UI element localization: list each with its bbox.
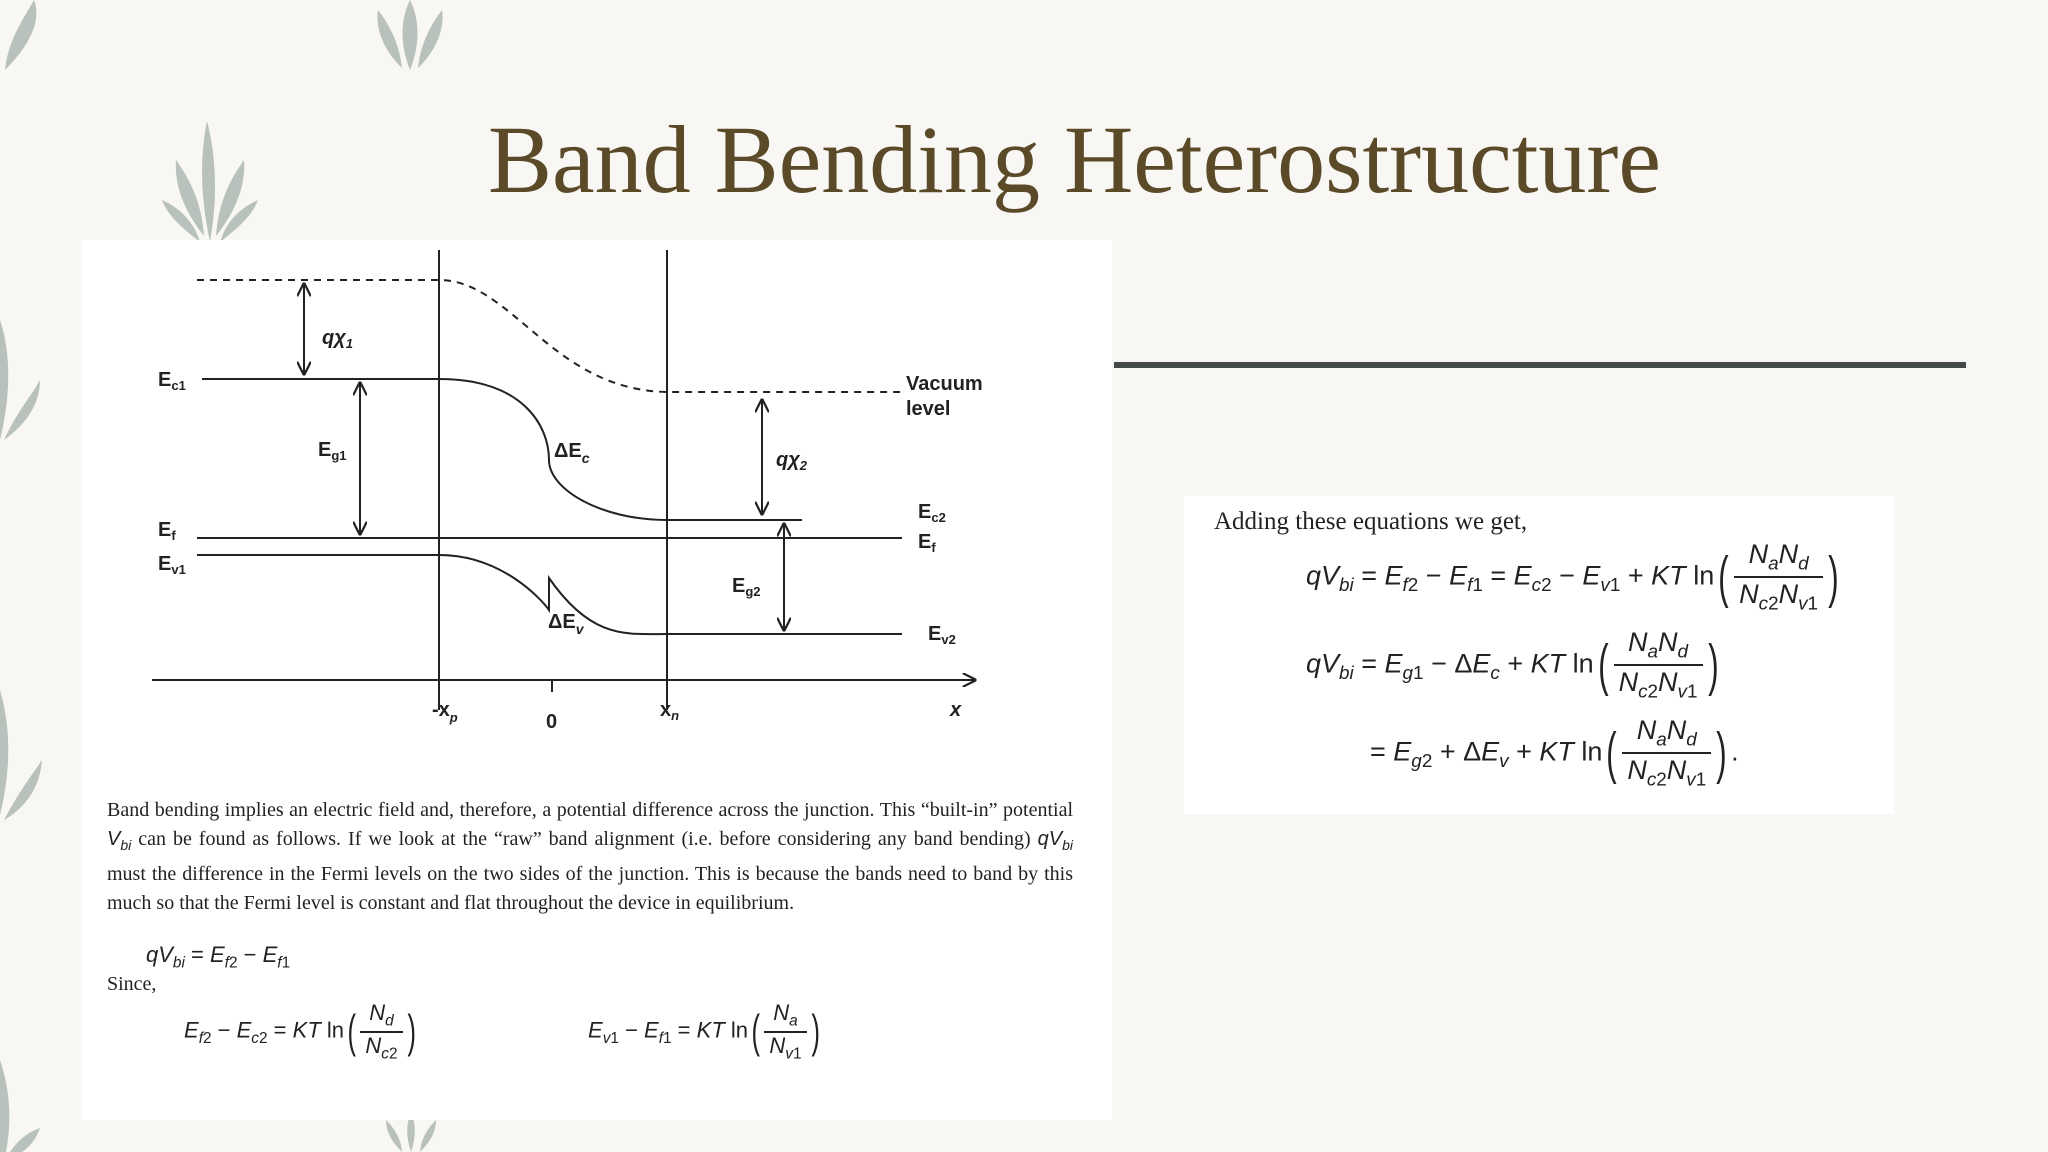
vacuum-level-curve xyxy=(197,280,902,392)
equations-panel xyxy=(1184,496,1894,814)
adding-equations-label: Adding these equations we get, xyxy=(1214,508,1528,535)
leaf-decoration-icon xyxy=(0,300,50,450)
label-ef-right: $E_f$ xyxy=(918,531,936,555)
label-ev2: $E_{v2}$ xyxy=(928,623,956,647)
equation-sum-1: $qV_{bi} = E_{f2} - E_{f1} = E_{c2} - E_{v1}$ + KT ln( $\frac{N_aN_d}{N_{c2}N_{v1}}$ ) xyxy=(1306,539,1839,615)
label-delta-ev: $\Delta E_v$ xyxy=(548,611,584,637)
label-zero: 0 xyxy=(546,711,558,733)
label-ef-left: $E_f$ xyxy=(158,519,176,543)
leaf-decoration-icon xyxy=(160,116,260,242)
equation-ev1: $E_{v1} - E_{f1}$ = KT ln( $\frac{N_a}{N_{v1}}$ ) xyxy=(588,1000,820,1063)
leaf-decoration-icon xyxy=(0,1060,50,1152)
equation-qvbi: $qV_{bi} = E_{f2} - E_{f1}$ xyxy=(146,942,291,972)
label-delta-ec: $\Delta E_c$ xyxy=(554,440,590,466)
label-ev1: $E_{v1}$ xyxy=(158,553,186,577)
band-diagram-panel xyxy=(82,240,1112,1120)
equation-sum-2: $qV_{bi} = E_{g1} - \Delta E_c$ + KT ln( $\frac{N_aN_d}{N_{c2}N_{v1}}$ ) xyxy=(1306,627,1719,703)
label-chi1: $q\chi_1$ xyxy=(322,327,354,351)
leaf-decoration-icon xyxy=(0,0,60,80)
since-label: Since, xyxy=(107,973,157,995)
label-xn: $x_n$ xyxy=(660,699,680,723)
label-ec1: $E_{c1}$ xyxy=(158,369,186,393)
label-neg-xp: $-x_p$ xyxy=(432,699,458,725)
label-ec2: $E_{c2}$ xyxy=(918,501,946,525)
explanation-paragraph: Band bending implies an electric field and, therefore, a potential difference across the junction. This “built-in” potential $V_{bi}$ can be found as follows. If we look at the “raw” band alignment (i.e. before considering any band bending) $qV_{bi}$ must the difference in the Fermi levels on the two sides of the junction. This is because the bands need to band by this much so that the Fermi level is constant and flat throughout the device in equilibrium. xyxy=(107,799,1073,914)
title-divider xyxy=(1114,362,1966,368)
equation-sum-3: = $E_{g2} + \Delta E_v$ + KT ln( $\frac{N_aN_d}{N_{c2}N_{v1}}$ ) . xyxy=(1370,715,1739,791)
label-vacuum-line1: Vacuum xyxy=(906,373,983,395)
label-chi2: $q\chi_2$ xyxy=(776,449,808,473)
slide-title: Band Bending Heterostructure xyxy=(488,106,1661,213)
label-eg2: $E_{g2}$ xyxy=(732,575,761,599)
leaf-decoration-icon xyxy=(360,0,460,80)
leaf-decoration-icon xyxy=(0,680,50,830)
conduction-band-curve xyxy=(202,379,802,520)
label-x-axis: x xyxy=(950,699,962,721)
label-vacuum-line2: level xyxy=(906,398,951,420)
label-eg1: $E_{g1}$ xyxy=(318,439,347,463)
equation-ef2: $E_{f2} - E_{c2}$ = KT ln( $\frac{N_d}{N_{c2}}$ ) xyxy=(184,1000,416,1063)
band-diagram xyxy=(82,240,1112,800)
